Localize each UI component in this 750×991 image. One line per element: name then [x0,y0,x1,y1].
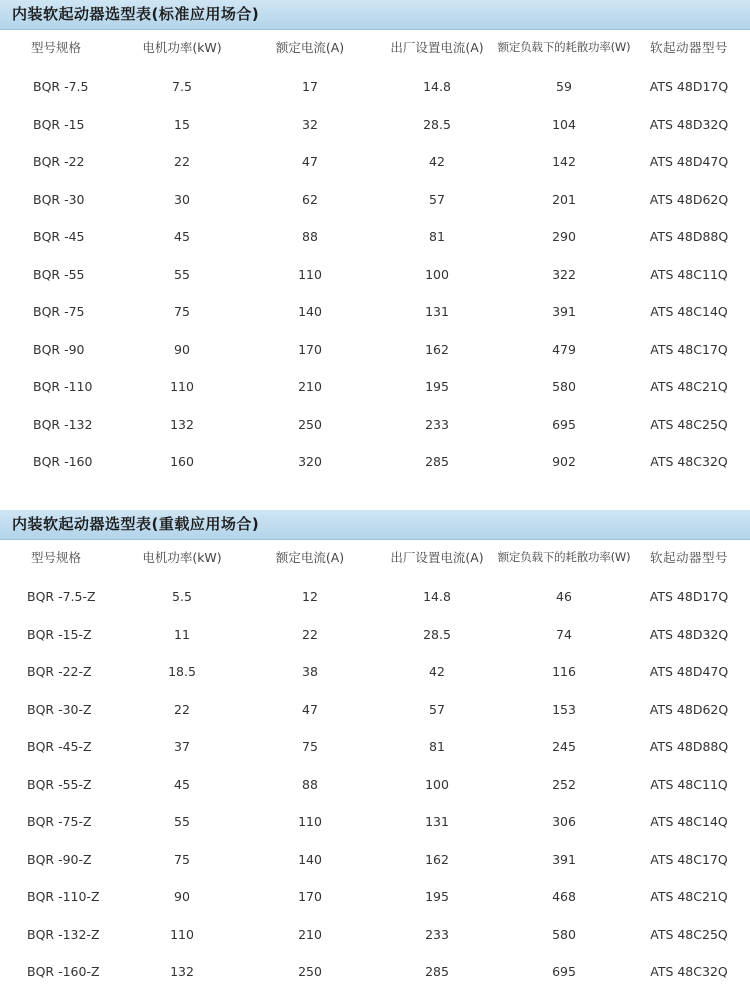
cell-factory-current: 285 [425,964,449,980]
table-row [0,143,750,181]
table-row [0,841,750,879]
cell-dissipated-power: 290 [552,229,576,245]
table-row [0,106,750,144]
cell-factory-current: 131 [425,304,449,320]
cell-model: BQR -7.5-Z [27,589,96,605]
cell-factory-current: 42 [429,154,445,170]
cell-starter-model: ATS 48C17Q [650,851,728,867]
header-motor-power: 电机功率(kW) [142,550,222,565]
header-model: 型号规格 [31,550,82,565]
cell-model: BQR -160 [33,454,93,470]
cell-rated-current: 17 [302,79,318,95]
cell-factory-current: 100 [425,776,449,792]
cell-starter-model: ATS 48C32Q [650,454,728,470]
header-starter-model: 软起动器型号 [649,40,728,55]
cell-rated-current: 47 [302,154,318,170]
cell-model: BQR -30-Z [27,701,92,717]
header-dissipated-power: 额定负载下的耗散功率(W) [497,40,631,54]
cell-rated-current: 75 [302,739,318,755]
cell-factory-current: 162 [425,341,449,357]
cell-dissipated-power: 902 [552,454,576,470]
cell-factory-current: 57 [429,191,445,207]
cell-rated-current: 210 [298,379,322,395]
cell-dissipated-power: 142 [552,154,576,170]
heavy-table-title: 内装软起动器选型表(重载应用场合) [0,510,750,540]
cell-model: BQR -160-Z [27,964,100,980]
cell-dissipated-power: 104 [552,116,576,132]
cell-motor-power: 7.5 [172,79,192,95]
cell-dissipated-power: 59 [556,79,572,95]
cell-dissipated-power: 695 [552,964,576,980]
cell-model: BQR -22 [33,154,85,170]
table-row [0,691,750,729]
table-row [0,368,750,406]
cell-starter-model: ATS 48D17Q [649,79,729,95]
cell-rated-current: 140 [298,304,322,320]
cell-starter-model: ATS 48C21Q [650,889,728,905]
cell-motor-power: 75 [174,304,190,320]
cell-model: BQR -55-Z [27,776,92,792]
table-row [0,803,750,841]
cell-rated-current: 38 [302,664,318,680]
cell-factory-current: 57 [429,701,445,717]
header-starter-model: 软起动器型号 [649,550,728,565]
cell-starter-model: ATS 48C32Q [650,964,728,980]
cell-dissipated-power: 391 [552,304,576,320]
cell-motor-power: 22 [174,154,190,170]
cell-dissipated-power: 468 [552,889,576,905]
table-row [0,218,750,256]
cell-motor-power: 37 [174,739,190,755]
table-row [0,766,750,804]
cell-motor-power: 45 [174,229,190,245]
header-dissipated-power: 额定负载下的耗散功率(W) [497,550,631,564]
cell-motor-power: 55 [174,266,190,282]
cell-dissipated-power: 695 [552,416,576,432]
cell-motor-power: 11 [174,626,190,642]
table-row [0,443,750,481]
header-rated-current: 额定电流(A) [275,550,345,565]
cell-factory-current: 28.5 [423,626,451,642]
cell-model: BQR -75-Z [27,814,92,830]
cell-rated-current: 32 [302,116,318,132]
cell-starter-model: ATS 48D47Q [649,154,729,170]
cell-rated-current: 250 [298,416,322,432]
cell-dissipated-power: 116 [552,664,576,680]
table-row [0,293,750,331]
cell-starter-model: ATS 48D88Q [649,229,729,245]
cell-motor-power: 15 [174,116,190,132]
standard-selection-table [0,0,750,481]
cell-motor-power: 90 [174,341,190,357]
table-row [0,916,750,954]
cell-starter-model: ATS 48D88Q [649,739,729,755]
table-row [0,406,750,444]
cell-motor-power: 110 [170,379,194,395]
cell-motor-power: 90 [174,889,190,905]
cell-model: BQR -15 [33,116,85,132]
table-row [0,331,750,369]
cell-model: BQR -90 [33,341,85,357]
cell-starter-model: ATS 48C14Q [650,814,728,830]
cell-model: BQR -90-Z [27,851,92,867]
cell-motor-power: 132 [170,964,194,980]
cell-rated-current: 170 [298,889,322,905]
cell-model: BQR -22-Z [27,664,92,680]
cell-factory-current: 100 [425,266,449,282]
cell-starter-model: ATS 48C17Q [650,341,728,357]
cell-motor-power: 30 [174,191,190,207]
cell-rated-current: 22 [302,626,318,642]
cell-starter-model: ATS 48D32Q [649,626,729,642]
table-row [0,953,750,991]
cell-starter-model: ATS 48C14Q [650,304,728,320]
cell-dissipated-power: 306 [552,814,576,830]
cell-starter-model: ATS 48D17Q [649,589,729,605]
cell-model: BQR -30 [33,191,85,207]
cell-factory-current: 131 [425,814,449,830]
table-row [0,878,750,916]
standard-table-body [0,68,750,481]
cell-factory-current: 233 [425,926,449,942]
cell-model: BQR -45-Z [27,739,92,755]
cell-motor-power: 5.5 [172,589,192,605]
table-row [0,728,750,766]
cell-rated-current: 110 [298,814,322,830]
cell-model: BQR -45 [33,229,85,245]
cell-starter-model: ATS 48D62Q [649,191,729,207]
table-row [0,68,750,106]
header-motor-power: 电机功率(kW) [142,40,222,55]
cell-motor-power: 55 [174,814,190,830]
cell-dissipated-power: 391 [552,851,576,867]
cell-factory-current: 195 [425,379,449,395]
cell-dissipated-power: 479 [552,341,576,357]
cell-starter-model: ATS 48C11Q [650,776,728,792]
cell-factory-current: 285 [425,454,449,470]
cell-starter-model: ATS 48D62Q [649,701,729,717]
cell-rated-current: 320 [298,454,322,470]
cell-dissipated-power: 46 [556,589,572,605]
cell-motor-power: 132 [170,416,194,432]
table-row [0,256,750,294]
cell-model: BQR -132-Z [27,926,100,942]
cell-motor-power: 75 [174,851,190,867]
cell-model: BQR -55 [33,266,85,282]
heavy-table-header [0,540,750,574]
header-factory-current: 出厂设置电流(A) [390,40,484,55]
cell-motor-power: 18.5 [168,664,196,680]
table-row [0,616,750,654]
cell-model: BQR -7.5 [33,79,89,95]
cell-motor-power: 110 [170,926,194,942]
standard-table-title: 内装软起动器选型表(标准应用场合) [0,0,750,30]
cell-dissipated-power: 580 [552,379,576,395]
cell-rated-current: 88 [302,776,318,792]
cell-model: BQR -15-Z [27,626,92,642]
cell-factory-current: 233 [425,416,449,432]
table-row [0,578,750,616]
cell-factory-current: 28.5 [423,116,451,132]
cell-rated-current: 47 [302,701,318,717]
cell-factory-current: 14.8 [423,79,451,95]
cell-dissipated-power: 252 [552,776,576,792]
cell-starter-model: ATS 48D32Q [649,116,729,132]
standard-table-header [0,30,750,64]
cell-rated-current: 250 [298,964,322,980]
cell-dissipated-power: 322 [552,266,576,282]
cell-rated-current: 110 [298,266,322,282]
cell-factory-current: 81 [429,229,445,245]
table-row [0,653,750,691]
cell-rated-current: 210 [298,926,322,942]
cell-dissipated-power: 580 [552,926,576,942]
cell-dissipated-power: 153 [552,701,576,717]
cell-starter-model: ATS 48C25Q [650,926,728,942]
cell-starter-model: ATS 48C11Q [650,266,728,282]
heavy-table-body [0,578,750,991]
cell-motor-power: 160 [170,454,194,470]
table-row [0,181,750,219]
cell-factory-current: 14.8 [423,589,451,605]
cell-starter-model: ATS 48C21Q [650,379,728,395]
cell-factory-current: 42 [429,664,445,680]
cell-model: BQR -75 [33,304,85,320]
cell-model: BQR -110 [33,379,93,395]
cell-starter-model: ATS 48D47Q [649,664,729,680]
cell-rated-current: 170 [298,341,322,357]
cell-dissipated-power: 245 [552,739,576,755]
cell-motor-power: 45 [174,776,190,792]
cell-rated-current: 140 [298,851,322,867]
cell-factory-current: 162 [425,851,449,867]
cell-rated-current: 62 [302,191,318,207]
cell-rated-current: 88 [302,229,318,245]
cell-model: BQR -132 [33,416,93,432]
cell-starter-model: ATS 48C25Q [650,416,728,432]
header-rated-current: 额定电流(A) [275,40,345,55]
header-model: 型号规格 [31,40,82,55]
cell-rated-current: 12 [302,589,318,605]
cell-model: BQR -110-Z [27,889,100,905]
cell-factory-current: 81 [429,739,445,755]
header-factory-current: 出厂设置电流(A) [390,550,484,565]
cell-factory-current: 195 [425,889,449,905]
cell-motor-power: 22 [174,701,190,717]
cell-dissipated-power: 74 [556,626,572,642]
cell-dissipated-power: 201 [552,191,576,207]
heavy-duty-selection-table [0,510,750,991]
